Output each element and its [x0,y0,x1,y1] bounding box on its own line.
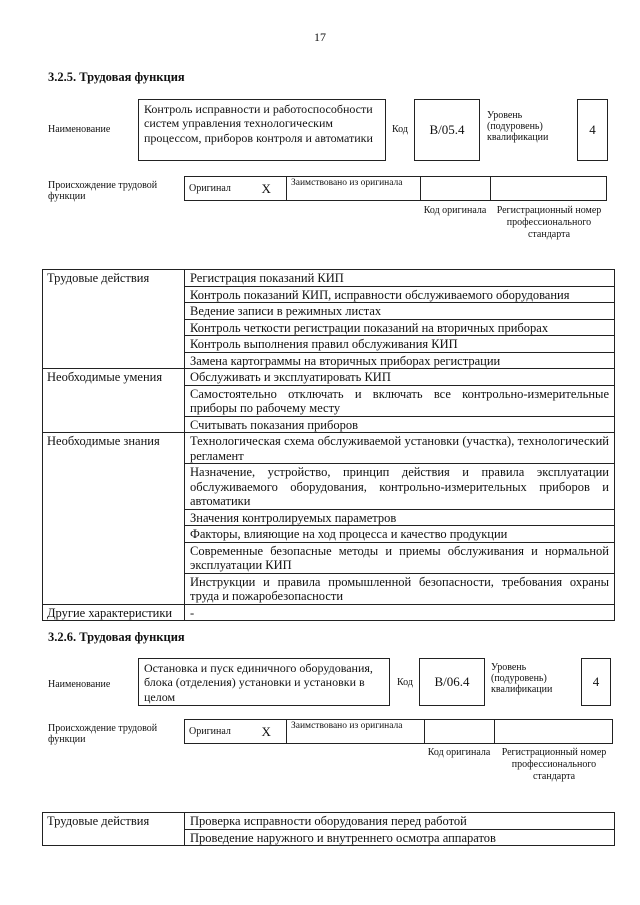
original-mark: X [247,720,287,744]
list-item: Контроль выполнения правил обслуживания КИП [185,336,615,353]
code-label: Код [397,677,413,688]
list-item: Проверка исправности оборудования перед работой [185,813,615,830]
function-details-table [42,269,615,621]
list-item: Факторы, влияющие на ход процесса и качество продукции [185,526,615,543]
other-category: Другие характеристики [43,604,185,621]
origin-table [184,719,613,744]
table-row [43,604,615,621]
code-original-caption: Код оригинала [423,205,487,216]
origin-table [184,176,607,201]
original-mark: X [247,177,287,201]
section-title: 3.2.6. Трудовая функция [48,630,185,644]
reg-number-cell [495,720,613,744]
skills-category: Необходимые умения [43,369,185,433]
page-number: 17 [314,30,326,44]
borrowed-label: Заимствовано из оригинала [287,177,421,201]
function-code-box: В/05.4 [414,99,480,161]
origin-label: Происхождение трудовой функции [48,723,158,745]
table-row [43,433,615,464]
table-row [43,270,615,287]
list-item: Контроль показаний КИП, исправности обслуживаемого оборудования [185,286,615,303]
original-label: Оригинал [185,177,247,201]
function-name-box: Остановка и пуск единичного оборудования, блока (отделения) установки и установки в целом [138,658,390,706]
knowledge-category: Необходимые знания [43,433,185,605]
list-item: Контроль четкости регистрации показаний на вторичных приборах [185,319,615,336]
list-item: Назначение, устройство, принцип действия и правила эксплуатации обслуживаемого оборудования, контрольно-измерительных приборов и автоматики [185,464,615,510]
list-item: Самостоятельно отключать и включать все контрольно-измерительные приборы по рабочему месту [185,385,615,416]
code-original-cell [421,177,491,201]
list-item: Обслуживать и эксплуатировать КИП [185,369,615,386]
list-item: Инструкции и правила промышленной безопасности, требования охраны труда и пожаробезопасности [185,573,615,604]
level-value-box: 4 [577,99,608,161]
name-label: Наименование [48,124,111,135]
reg-number-caption: Регистрационный номер профессионального стандарта [501,747,607,782]
table-row [43,813,615,830]
name-label: Наименование [48,679,111,690]
function-code-box: В/06.4 [419,658,485,706]
list-item: - [185,604,615,621]
function-details-table [42,812,615,846]
level-value-box: 4 [581,658,611,706]
list-item: Ведение записи в режимных листах [185,303,615,320]
level-label: Уровень (подуровень) квалификации [487,110,549,143]
level-label: Уровень (подуровень) квалификации [491,662,553,695]
code-original-cell [425,720,495,744]
actions-category: Трудовые действия [43,813,185,846]
section-title: 3.2.5. Трудовая функция [48,70,185,84]
borrowed-label: Заимствовано из оригинала [287,720,425,744]
actions-category: Трудовые действия [43,270,185,369]
code-original-caption: Код оригинала [427,747,491,758]
list-item: Технологическая схема обслуживаемой установки (участка), технологический регламент [185,433,615,464]
list-item: Современные безопасные методы и приемы обслуживания и нормальной эксплуатации КИП [185,542,615,573]
reg-number-caption: Регистрационный номер профессионального стандарта [496,205,602,240]
list-item: Считывать показания приборов [185,416,615,433]
original-label: Оригинал [185,720,247,744]
origin-label: Происхождение трудовой функции [48,180,158,202]
list-item: Замена картограммы на вторичных приборах регистрации [185,352,615,369]
list-item: Проведение наружного и внутреннего осмотра аппаратов [185,829,615,846]
list-item: Значения контролируемых параметров [185,509,615,526]
list-item: Регистрация показаний КИП [185,270,615,287]
function-name-box: Контроль исправности и работоспособности систем управления технологическим процессом, приборов контроля и автоматики [138,99,386,161]
reg-number-cell [491,177,607,201]
code-label: Код [392,124,408,135]
table-row [43,369,615,386]
